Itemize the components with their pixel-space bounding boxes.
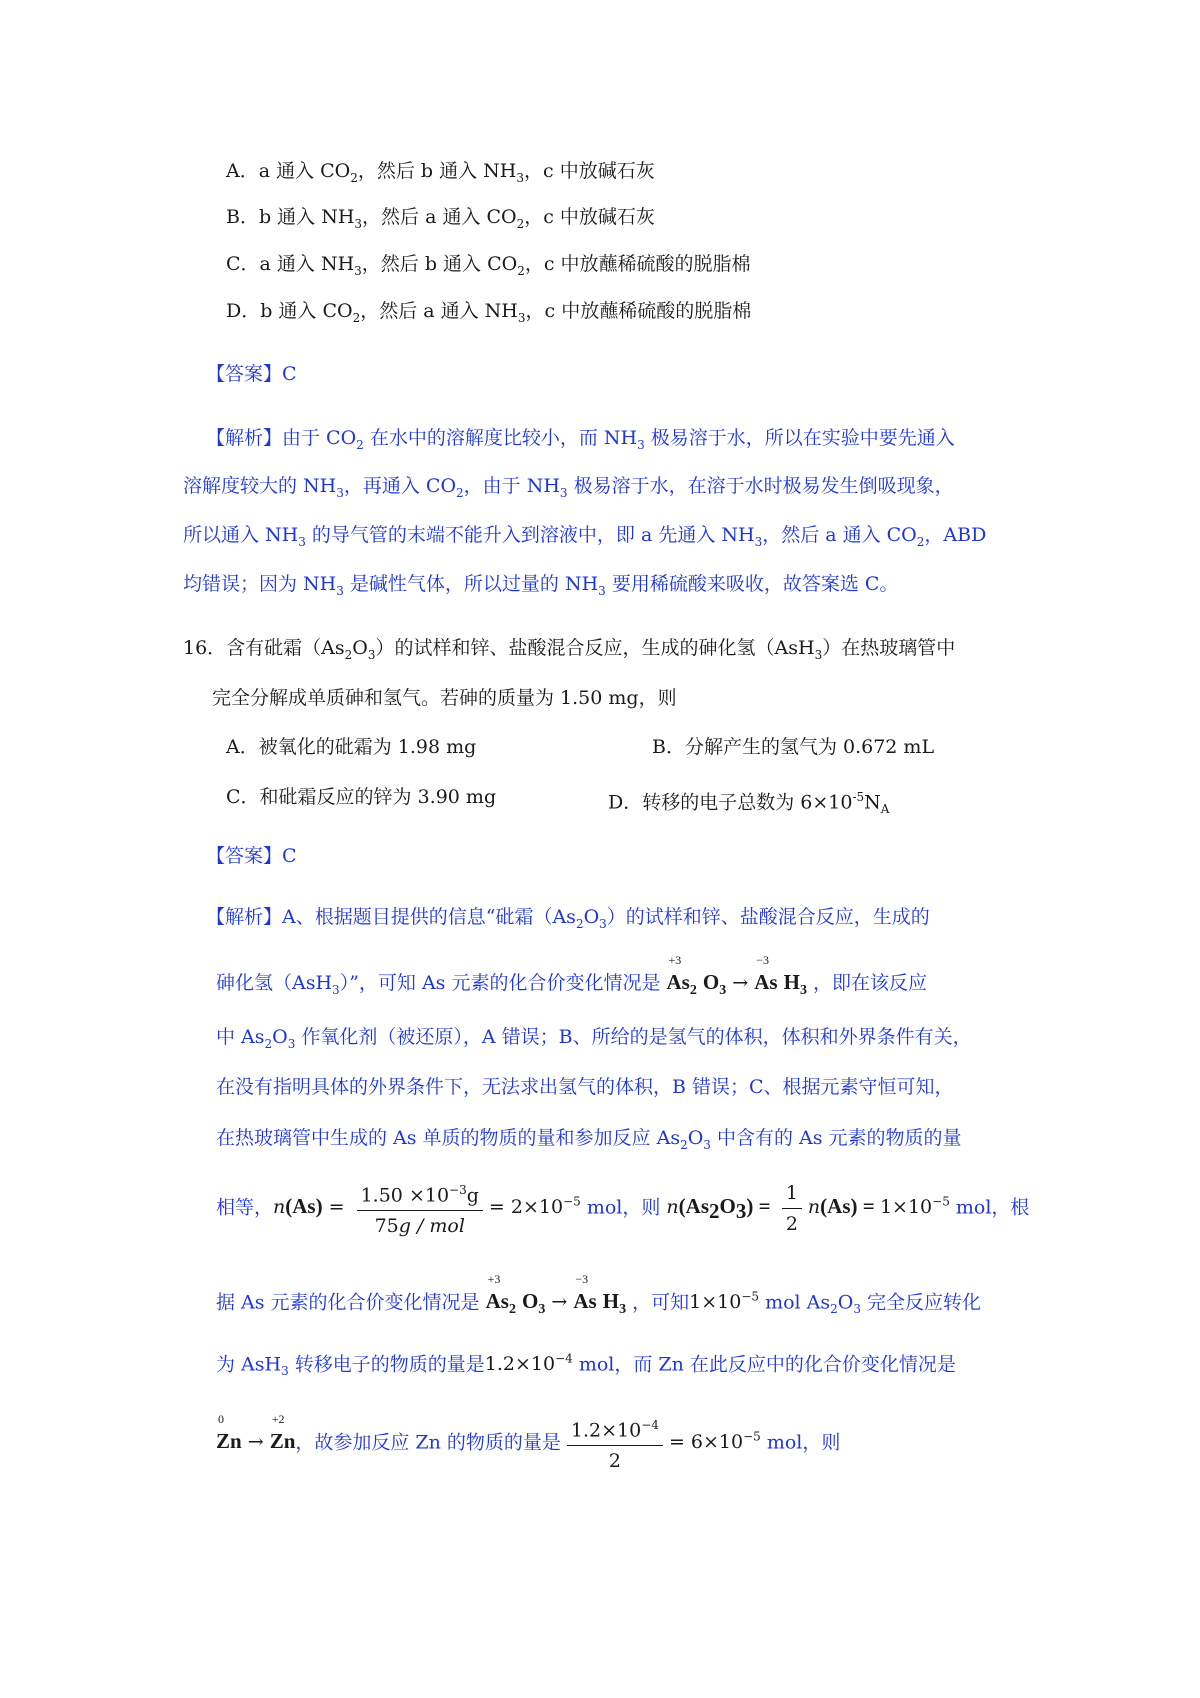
zn-oxidation: 0 Zn → +2 Zn	[216, 1412, 296, 1454]
option-c: C．a 通入 $NH_3$，然后 b 通入 $CO_2$，c 中放蘸稀硫酸的脱脂棉	[226, 253, 751, 278]
fraction-half: $\frac{1}{2}$	[782, 1178, 802, 1239]
q16-option-a: A．被氧化的砒霜为 1.98 mg	[226, 736, 477, 758]
q16-option-b: B．分解产生的氢气为 0.672 mL	[652, 736, 935, 758]
analysis-q15-line4: 均错误；因为 $NH_3$ 是碱性气体，所以过量的 $NH_3$ 要用稀硫酸来吸收，故答案选 C。	[183, 573, 899, 598]
analysis-q16-line1: 【解析】A、根据题目提供的信息“砒霜$(As_2O_3)$的试样和锌、盐酸混合反应，生成的	[206, 906, 930, 931]
oxidation-equation: +3 $As_2$ $O_3$ → −3 As $H_3$	[666, 953, 807, 998]
analysis-q16-line9: 0 Zn → +2 Zn，故参加反应 Zn 的物质的量是 $\frac{1.2\times 10^{-4}}{2}$ = $6\times 10^{-5}$ mol，则	[216, 1405, 840, 1476]
analysis-q16-line5: 在热玻璃管中生成的 As 单质的物质的量和参加反应 $As_2O_3$ 中含有的 As 元素的物质的量	[216, 1127, 962, 1152]
fraction-mass-over-molar: $\frac{1.50 \times 10^{-3}g}{\text{75g / mol}}$	[357, 1175, 483, 1241]
answer-q16: 【答案】C	[206, 845, 297, 867]
question-16-stem-line2: 完全分解成单质砷和氢气。若砷的质量为 1.50 mg，则	[212, 687, 677, 709]
analysis-q15-line3: 所以通入 $NH_3$ 的导气管的末端不能升入到溶液中，即 a 先通入 $NH_3$，然后 a 通入 $CO_2$，ABD	[183, 524, 987, 549]
answer-tag: 【答案】	[206, 363, 283, 385]
analysis-q16-line6: 相等，n(As) = $\frac{1.50 \times 10^{-3}g}{\text{75g / mol}}$ = $2\times 10^{-5}$ mol，则 $n(As_2O_3)$ = $\frac{1}{2}$ $n(As) = 1\times 10^{-5}$ mol，根	[216, 1170, 1029, 1243]
answer-value: C	[282, 363, 297, 385]
fraction-electrons: $\frac{1.2\times 10^{-4}}{2}$	[567, 1410, 663, 1476]
option-b: B．b 通入 $NH_3$，然后 a 通入 $CO_2$，c 中放碱石灰	[226, 206, 655, 231]
option-a: A．a 通入 $CO_2$，然后 b 通入 $NH_3$，c 中放碱石灰	[226, 160, 655, 185]
analysis-q16-line3: 中 $As_2O_3$ 作氧化剂（被还原），A 错误；B、所给的是氢气的体积，体积和外界条件有关，	[216, 1026, 972, 1051]
question-16-stem-line1: 16．含有砒霜$(As_2O_3)$的试样和锌、盐酸混合反应，生成的砷化氢（AsH$_3$）在热玻璃管中	[183, 637, 956, 662]
analysis-q16-line4: 在没有指明具体的外界条件下，无法求出氢气的体积，B 错误；C、根据元素守恒可知，	[216, 1076, 954, 1098]
analysis-q16-line7: 据 As 元素的化合价变化情况是 +3 $As_2$ $O_3$ → −3 As $H_3$ ，可知$1\times 10^{-5}$ mol $As_2O_3$ 完全反应转化	[216, 1272, 982, 1318]
analysis-q16-line2: 砷化氢（AsH$_3$）”，可知 As 元素的化合价变化情况是 +3 $As_2$ $O_3$ → −3 As $H_3$ ，即在该反应	[216, 953, 928, 998]
answer-q15	[206, 360, 297, 388]
option-d: D．b 通入 $CO_2$，然后 a 通入 $NH_3$，c 中放蘸稀硫酸的脱脂棉	[226, 300, 752, 325]
q16-option-d: D．转移的电子总数为 $6\times 10^{-5}N_A$	[608, 790, 890, 817]
analysis-q15-line1: 【解析】由于 $CO_2$ 在水中的溶解度比较小，而 $NH_3$ 极易溶于水，所以在实验中要先通入	[206, 427, 955, 452]
q16-option-c: C．和砒霜反应的锌为 3.90 mg	[226, 786, 497, 808]
analysis-q15-line2: 溶解度较大的 $NH_3$，再通入 $CO_2$，由于 $NH_3$ 极易溶于水，在溶于水时极易发生倒吸现象，	[183, 475, 954, 500]
analysis-q16-line8: 为 AsH$_3$ 转移电子的物质的量是$1.2\times 10^{-4}$ mol，而 Zn 在此反应中的化合价变化情况是	[216, 1352, 956, 1379]
oxidation-equation-2: +3 $As_2$ $O_3$ → −3 As $H_3$	[485, 1272, 627, 1318]
option-text: A．a 通入 CO	[226, 160, 351, 182]
